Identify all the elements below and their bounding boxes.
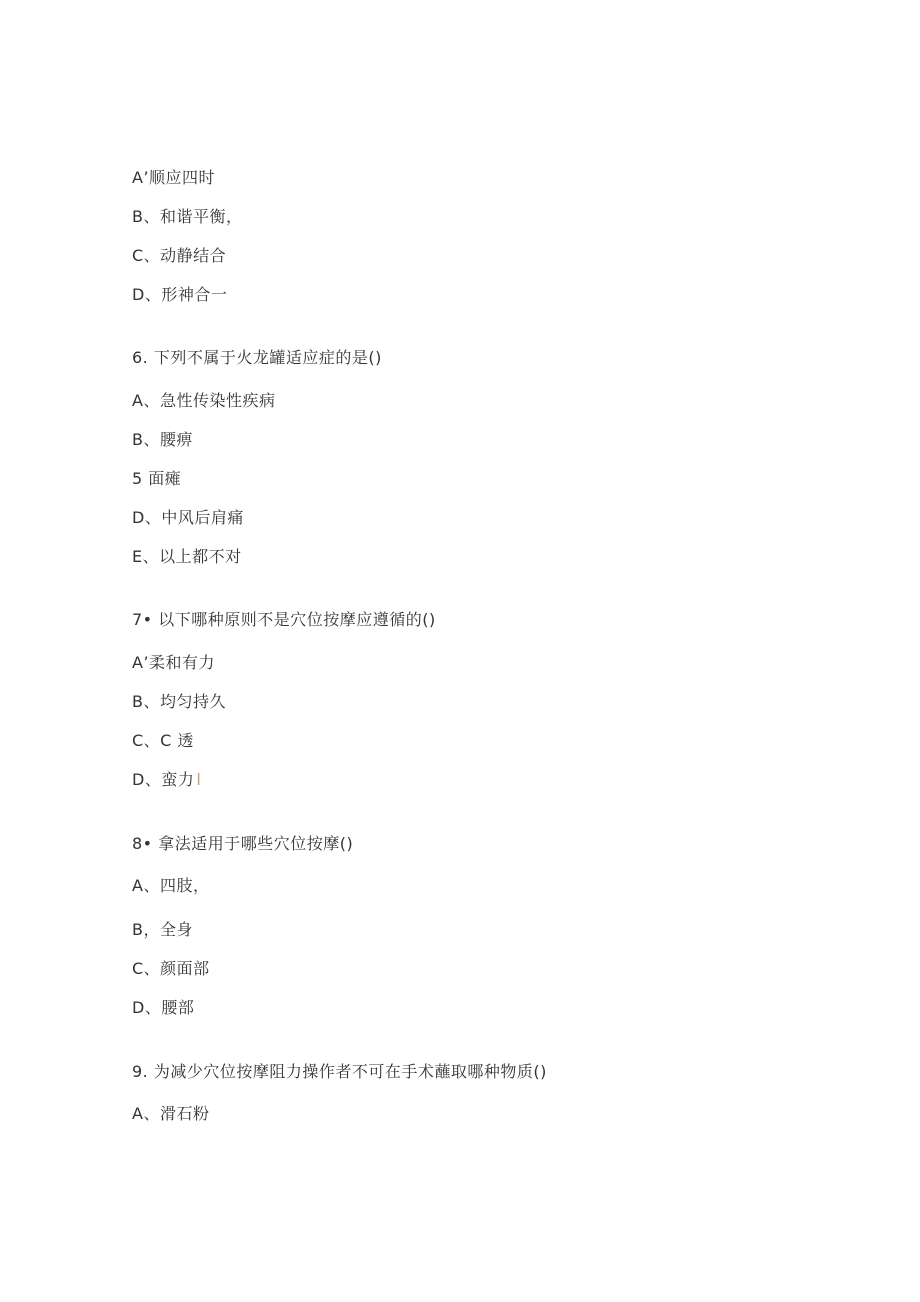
q7-trailing-mark: l xyxy=(196,770,202,789)
q5-option-c: C、动静结合 xyxy=(132,246,227,265)
q7-option-d: D、蛮力 xyxy=(132,770,195,789)
q5-option-a: A’顺应四时 xyxy=(132,168,216,187)
q6-option-e: E、以上都不对 xyxy=(132,547,242,566)
q8-option-b: B，全身 xyxy=(132,920,193,939)
q5-option-d: D、形神合一 xyxy=(132,285,228,304)
q6-option-a: A、急性传染性疾病 xyxy=(132,391,276,410)
q7-option-d-row xyxy=(132,770,201,790)
q8-title: 8• 拿法适用于哪些穴位按摩() xyxy=(132,834,354,853)
q7-option-a: A’柔和有力 xyxy=(132,653,216,672)
q6-title: 6. 下列不属于火龙罐适应症的是() xyxy=(132,348,382,367)
q7-title: 7• 以下哪种原则不是穴位按摩应遵循的() xyxy=(132,610,436,629)
q8-option-d: D、腰部 xyxy=(132,998,195,1017)
q6-option-d: D、中风后肩痛 xyxy=(132,508,244,527)
q9-option-a: A、滑石粉 xyxy=(132,1104,210,1123)
q6-option-c: 5 面瘫 xyxy=(132,469,182,488)
q6-option-b: B、腰痹 xyxy=(132,430,193,449)
q8-option-c: C、颜面部 xyxy=(132,959,210,978)
q7-option-c: C、C 透 xyxy=(132,731,194,750)
q9-title: 9. 为减少穴位按摩阻力操作者不可在手术蘸取哪种物质() xyxy=(132,1062,547,1081)
q7-option-b: B、均匀持久 xyxy=(132,692,226,711)
q5-option-b: B、和谐平衡， xyxy=(132,207,243,226)
q8-option-a: A、四肢， xyxy=(132,876,210,895)
